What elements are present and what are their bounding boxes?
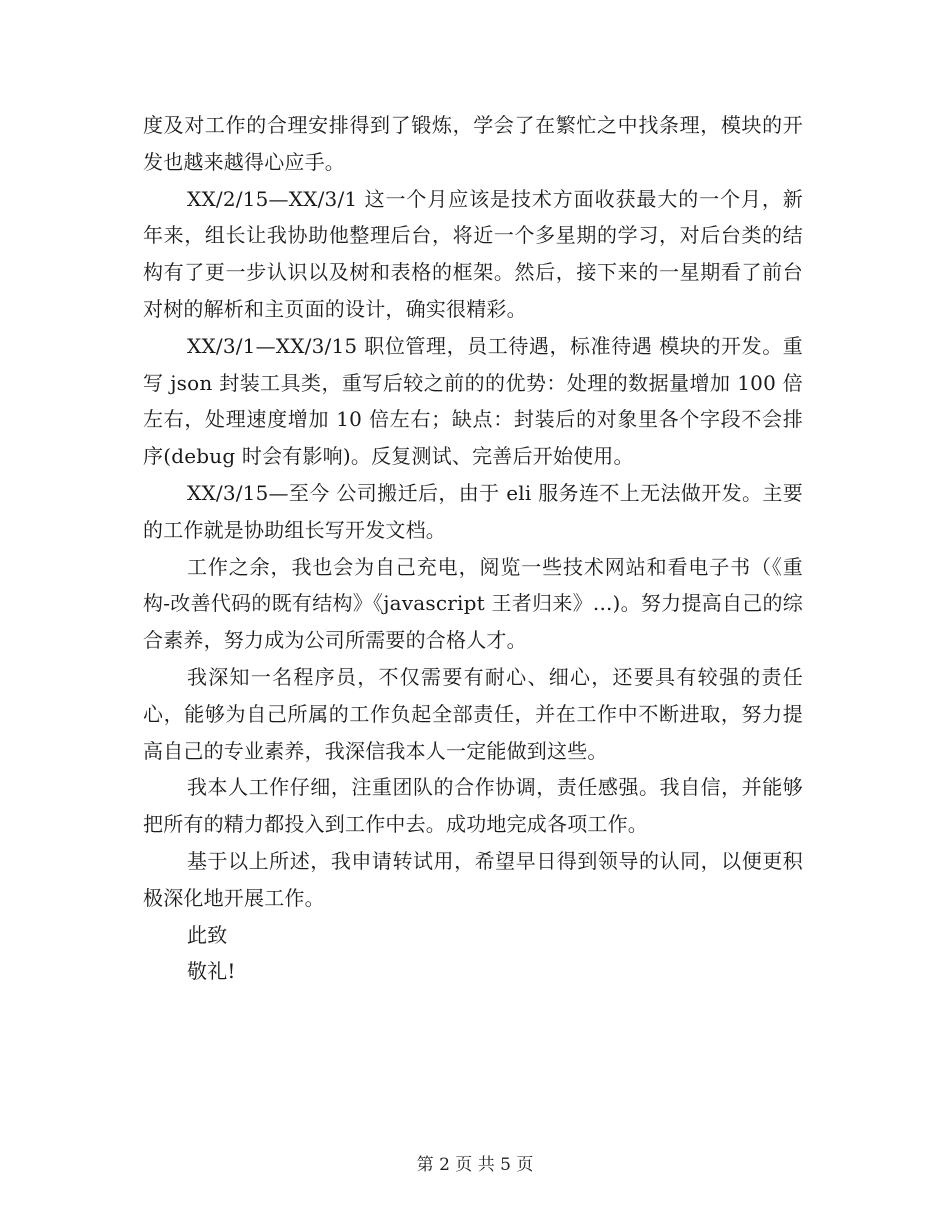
paragraph-application: 基于以上所述，我申请转试用，希望早日得到领导的认同，以便更积极深化地开展工作。 <box>143 848 803 910</box>
paragraph-period-current: XX/3/15—至今 公司搬迁后，由于 eli 服务连不上无法做开发。主要的工作就是协助组长写开发文档。 <box>143 480 803 542</box>
document-body <box>143 107 803 990</box>
paragraph-responsibility: 我深知一名程序员，不仅需要有耐心、细心，还要具有较强的责任心，能够为自己所属的工作负起全部责任，并在工作中不断进取，努力提高自己的专业素养，我深信我本人一定能做到这些。 <box>143 664 803 763</box>
paragraph-period-feb-mar: XX/2/15—XX/3/1 这一个月应该是技术方面收获最大的一个月，新年来，组长让我协助他整理后台，将近一个多星期的学习，对后台类的结构有了更一步认识以及树和表格的框架。然后，接下来的一星期看了前台对树的解析和主页面的设计，确实很精彩。 <box>143 186 803 321</box>
closing-regards: 敬礼! <box>187 959 236 984</box>
paragraph-self-study: 工作之余，我也会为自己充电，阅览一些技术网站和看电子书（《重构-改善代码的既有结构》《javascript 王者归来》...)。努力提高自己的综合素养，努力成为公司所需要的合格人才。 <box>143 554 803 653</box>
paragraph-teamwork: 我本人工作仔细，注重团队的合作协调，责任感强。我自信，并能够把所有的精力都投入到工作中去。成功地完成各项工作。 <box>143 775 803 837</box>
paragraph-period-mar: XX/3/1—XX/3/15 职位管理，员工待遇，标准待遇 模块的开发。重写 json 封装工具类，重写后较之前的的优势：处理的数据量增加 100 倍左右，处理速度增加 10 倍左右；缺点：封装后的对象里各个字段不会排序(debug 时会有影响)。反复测试、完善后开始使用。 <box>143 333 803 469</box>
paragraph-continuation: 度及对工作的合理安排得到了锻炼，学会了在繁忙之中找条理，模块的开发也越来越得心应手。 <box>143 113 803 174</box>
page-number-footer: 第 2 页 共 5 页 <box>416 1155 534 1175</box>
closing-salutation: 此致 <box>187 922 228 947</box>
